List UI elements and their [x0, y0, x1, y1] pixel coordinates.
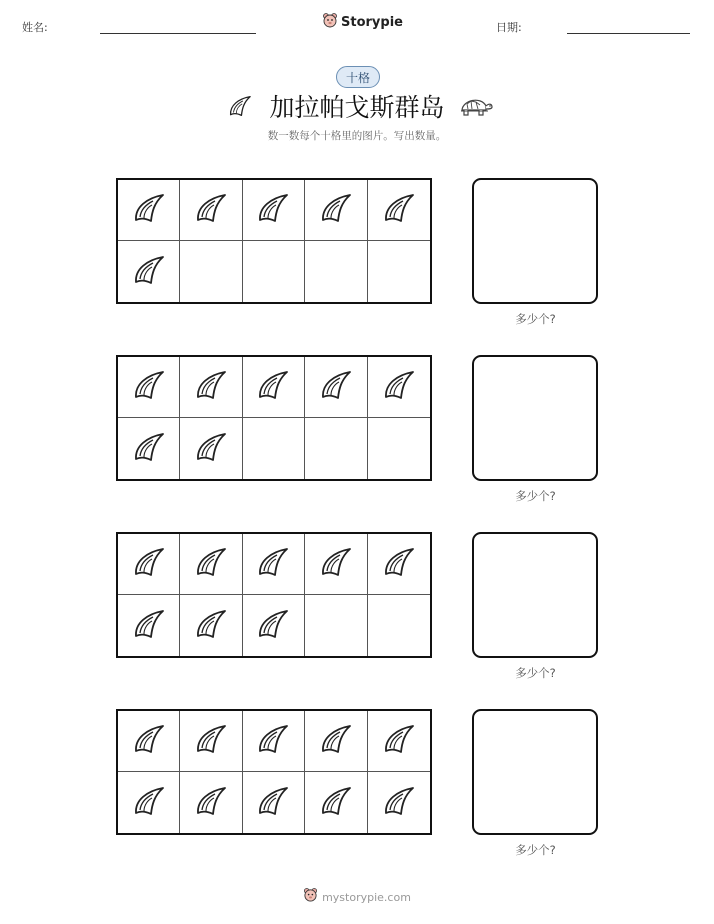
ten-frame-cell [118, 772, 180, 833]
ten-frame-cell [305, 534, 367, 595]
leaf-horn-icon [131, 431, 167, 467]
leaf-horn-icon [381, 369, 417, 405]
leaf-horn-icon [255, 369, 291, 405]
ten-frame-cell [368, 711, 430, 772]
footer [0, 887, 714, 907]
leaf-horn-icon [193, 192, 229, 228]
leaf-horn-icon [318, 192, 354, 228]
how-many-label: 多少个? [515, 666, 556, 680]
how-many-label: 多少个? [515, 489, 556, 503]
ten-frame-cell [368, 534, 430, 595]
how-many-label: 多少个? [515, 843, 556, 857]
ten-frame-cell [118, 534, 180, 595]
leaf-horn-icon [131, 785, 167, 821]
ten-frame-cell [305, 180, 367, 241]
ten-frame-cell [305, 595, 367, 656]
ten-frame-cell [118, 595, 180, 656]
ten-frame [116, 178, 432, 304]
ten-frame-cell [243, 711, 305, 772]
leaf-horn-icon [255, 192, 291, 228]
answer-box[interactable] [472, 709, 598, 835]
leaf-horn-icon [131, 254, 167, 290]
ten-frame-cell [180, 180, 242, 241]
leaf-horn-icon [193, 546, 229, 582]
ten-frame-cell [180, 711, 242, 772]
ten-frame-cell [368, 595, 430, 656]
ten-frame-cell [368, 180, 430, 241]
bear-mascot-icon [322, 12, 338, 33]
leaf-horn-icon [255, 546, 291, 582]
leaf-horn-icon [381, 723, 417, 759]
leaf-horn-icon [193, 723, 229, 759]
ten-frame [116, 355, 432, 481]
leaf-horn-icon [255, 608, 291, 644]
leaf-horn-icon [318, 723, 354, 759]
footer-url[interactable]: mystorypie.com [322, 890, 411, 904]
ten-frame-cell [305, 241, 367, 302]
leaf-horn-icon [131, 608, 167, 644]
ten-frame-cell [243, 534, 305, 595]
answer-box[interactable] [472, 532, 598, 658]
leaf-horn-icon [131, 192, 167, 228]
ten-frame-cell [243, 180, 305, 241]
how-many-label: 多少个? [515, 312, 556, 326]
ten-frame-cell [243, 357, 305, 418]
ten-frame-cell [305, 357, 367, 418]
bear-mascot-icon [303, 887, 318, 907]
ten-frame-cell [180, 357, 242, 418]
ten-frame-cell [368, 357, 430, 418]
ten-frame-cell [118, 180, 180, 241]
leaf-horn-icon [193, 369, 229, 405]
ten-frame-cell [305, 418, 367, 479]
name-line[interactable] [100, 33, 256, 34]
ten-frame-cell [243, 241, 305, 302]
page-title: 加拉帕戈斯群岛 [269, 93, 445, 122]
ten-frame-cell [180, 418, 242, 479]
leaf-horn-icon [255, 723, 291, 759]
ten-frame-cell [368, 418, 430, 479]
ten-frame-cell [243, 418, 305, 479]
ten-frame-cell [118, 357, 180, 418]
ten-frame [116, 709, 432, 835]
ten-frame-cell [180, 772, 242, 833]
leaf-horn-icon [318, 785, 354, 821]
topic-badge: 十格 [336, 66, 380, 88]
leaf-horn-icon [318, 369, 354, 405]
ten-frame-cell [305, 711, 367, 772]
instructions: 数一数每个十格里的图片。写出数量。 [267, 130, 447, 142]
ten-frame-cell [305, 772, 367, 833]
answer-box[interactable] [472, 355, 598, 481]
ten-frame-cell [118, 711, 180, 772]
leaf-horn-icon [131, 369, 167, 405]
ten-frame-cell [368, 772, 430, 833]
ten-frame-cell [118, 418, 180, 479]
date-line[interactable] [567, 33, 690, 34]
leaf-horn-icon [318, 546, 354, 582]
brand-name: Storypie [341, 15, 403, 30]
date-label: 日期: [496, 21, 522, 34]
leaf-horn-icon [381, 546, 417, 582]
ten-frame-cell [243, 595, 305, 656]
leaf-horn-icon [193, 785, 229, 821]
leaf-horn-icon [193, 431, 229, 467]
leaf-horn-icon [193, 608, 229, 644]
brand-logo [322, 12, 403, 33]
answer-box[interactable] [472, 178, 598, 304]
ten-frame-cell [180, 595, 242, 656]
leaf-horn-icon [131, 546, 167, 582]
tortoise-icon [459, 94, 493, 122]
leaf-horn-icon [381, 192, 417, 228]
ten-frame-cell [368, 241, 430, 302]
ten-frame-cell [243, 772, 305, 833]
ten-frame-cell [180, 241, 242, 302]
ten-frame-cell [118, 241, 180, 302]
ten-frame-cell [180, 534, 242, 595]
name-label: 姓名: [22, 21, 48, 34]
ten-frame [116, 532, 432, 658]
leaf-horn-icon [381, 785, 417, 821]
leaf-horn-icon [255, 785, 291, 821]
leaf-horn-icon [131, 723, 167, 759]
